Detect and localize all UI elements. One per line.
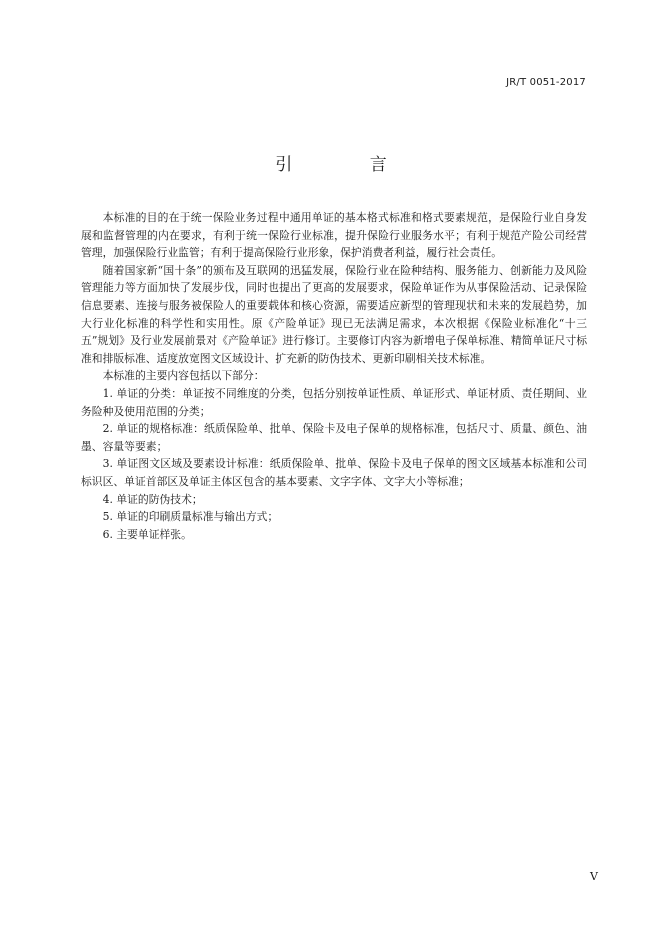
paragraph-purpose: 本标准的目的在于统一保险业务过程中通用单证的基本格式标准和格式要素规范，是保险行业自身发展和监督管理的内在要求，有利于统一保险行业标准，提升保险行业服务水平；有利于规范产险公司经营管理，加强保险行业监管；有利于提高保险行业形象，保护消费者利益，履行社会责任。 [81, 211, 587, 260]
document-body [81, 209, 587, 543]
list-item: 4. 单证的防伪技术； [102, 492, 203, 506]
list-item: 3. 单证图文区域及要素设计标准：纸质保险单、批单、保险卡及电子保单的图文区域基本标准和公司标识区、单证首部区及单证主体区包含的基本要素、文字字体、文字大小等标准； [81, 457, 587, 488]
paragraph-contents-intro: 本标准的主要内容包括以下部分： [102, 369, 265, 383]
list-item: 6. 主要单证样张。 [102, 527, 192, 541]
list-item: 2. 单证的规格标准：纸质保险单、批单、保险卡及电子保单的规格标准，包括尺寸、质量、颜色、油墨、容量等要素； [81, 422, 587, 453]
list-item: 1. 单证的分类：单证按不同维度的分类，包括分别按单证性质、单证形式、单证材质、责任期间、业务险种及使用范围的分类； [81, 386, 587, 418]
document-code: JR/T 0051-2017 [506, 77, 586, 88]
page-number: V [590, 870, 598, 883]
page-title: 引 言 [275, 155, 423, 175]
paragraph-background: 随着国家新“国十条”的颁布及互联网的迅猛发展，保险行业在险种结构、服务能力、创新能力及风险管理能力等方面加快了发展步伐，同时也提出了更高的发展要求，保险单证作为从事保险活动、记录保险信息要素、连接与服务被保险人的重要载体和核心资源，需要适应新型的管理现状和未来的发展趋势，加大行业化标准的科学性和实用性。原《产险单证》现已无法满足需求，本次根据《保险业标准化“十三五”规划》及行业发展前景对《产险单证》进行修订。主要修订内容为新增电子保单标准、精简单证尺寸标准和排版标准、适度放宽图文区域设计、扩充新的防伪技术、更新印刷相关技术标准。 [81, 263, 587, 365]
list-item: 5. 单证的印刷质量标准与输出方式； [102, 510, 279, 524]
